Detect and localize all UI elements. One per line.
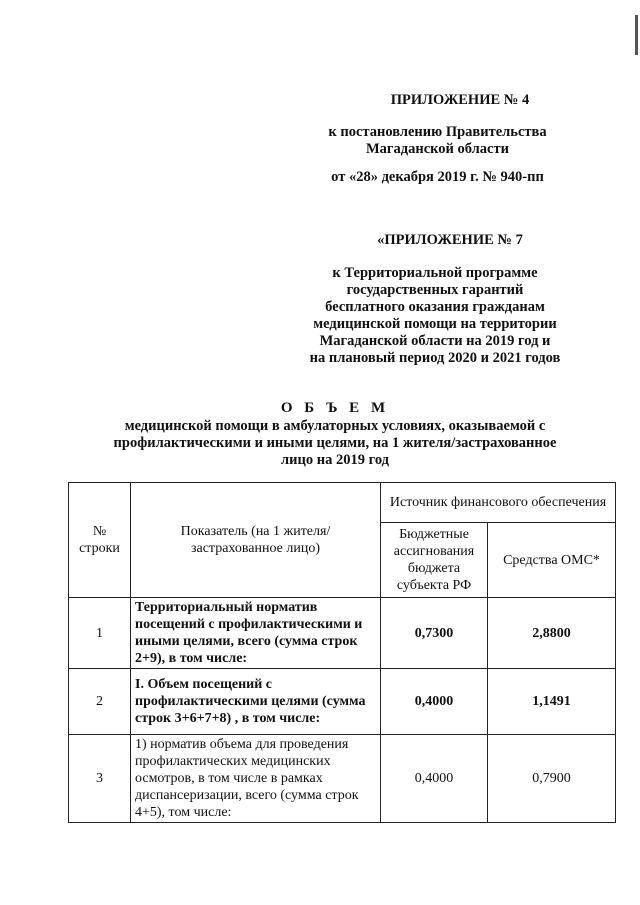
table-row — [69, 669, 616, 735]
row-number: 2 — [69, 669, 131, 735]
subtitle-line-1: медицинской помощи в амбулаторных условиях, оказываемой с — [124, 418, 546, 434]
table-row — [69, 735, 616, 823]
row-budget-value: 0,7300 — [381, 598, 488, 669]
program-line-3: бесплатного оказания гражданам — [325, 299, 545, 315]
program-line-2: государственных гарантий — [346, 282, 524, 298]
row-oms-value: 2,8800 — [488, 598, 616, 669]
appendix-title: ПРИЛОЖЕНИЕ № 4 — [390, 92, 530, 108]
row-oms-value: 0,7900 — [488, 735, 616, 823]
appendix7-title: «ПРИЛОЖЕНИЕ № 7 — [377, 232, 523, 248]
col-header-row-number: № строки — [69, 483, 131, 598]
row-number: 1 — [69, 598, 131, 669]
table-row — [69, 598, 616, 669]
row-budget-value: 0,4000 — [381, 669, 488, 735]
document-heading: О Б Ъ Е М — [280, 400, 390, 416]
volume-table — [68, 482, 616, 823]
program-line-4: медицинской помощи на территории — [313, 316, 557, 332]
program-line-6: на плановый период 2020 и 2021 годов — [309, 350, 561, 366]
row-indicator: 1) норматив объема для проведения профилактических медицинских осмотров, в том числе в рамках диспансеризации, всего (сумма строк 4+5), том числе: — [131, 735, 381, 823]
program-line-1: к Территориальной программе — [332, 265, 538, 281]
col-header-source-group: Источник финансового обеспечения — [381, 483, 616, 523]
subtitle-line-3: лицо на 2019 год — [281, 452, 389, 468]
col-header-oms: Средства ОМС* — [488, 523, 616, 598]
row-indicator: I. Объем посещений с профилактическими целями (сумма строк 3+6+7+8) , в том числе: — [131, 669, 381, 735]
row-indicator: Территориальный норматив посещений с профилактическими и иными целями, всего (сумма строк 2+9), в том числе: — [131, 598, 381, 669]
row-number: 3 — [69, 735, 131, 823]
program-line-5: Магаданской области на 2019 год и — [319, 333, 551, 349]
row-oms-value: 1,1491 — [488, 669, 616, 735]
page-edge-mark — [635, 15, 638, 55]
resolution-line-1: к постановлению Правительства — [328, 124, 547, 140]
col-header-indicator: Показатель (на 1 жителя/застрахованное лицо) — [131, 483, 381, 598]
col-header-budget: Бюджетные ассигнования бюджета субъекта РФ — [381, 523, 488, 598]
resolution-line-2: Магаданской области — [366, 141, 509, 157]
subtitle-line-2: профилактическими и иными целями, на 1 жителя/застрахованное — [113, 435, 557, 451]
row-budget-value: 0,4000 — [381, 735, 488, 823]
resolution-date: от «28» декабря 2019 г. № 940-пп — [331, 169, 544, 185]
